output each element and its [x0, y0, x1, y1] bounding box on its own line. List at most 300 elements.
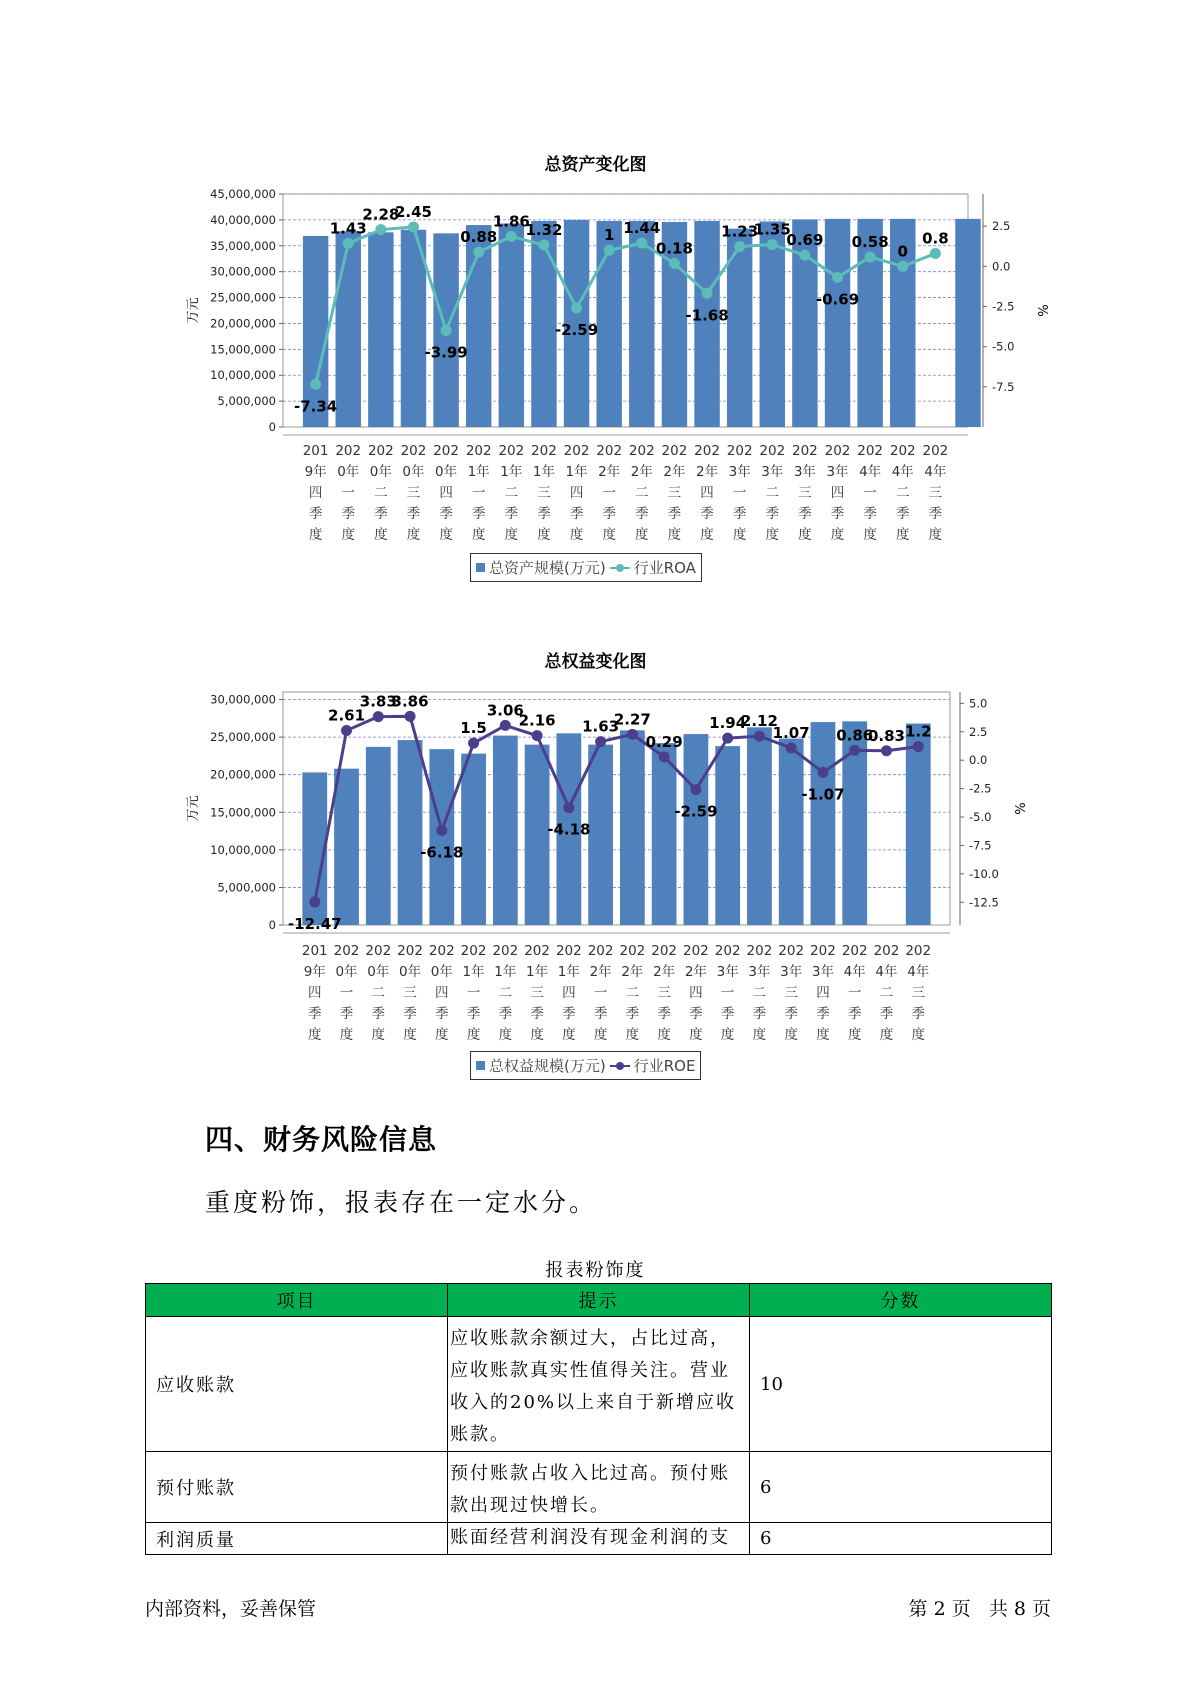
category-label: 202 — [683, 943, 709, 959]
category-label: 季 — [784, 1006, 798, 1022]
category-label: 三 — [403, 985, 417, 1001]
category-label: 季 — [667, 506, 682, 522]
category-label: 季 — [720, 1006, 735, 1022]
left-tick-label: 20,000,000 — [210, 767, 276, 782]
line-point — [754, 731, 765, 742]
category-label: 度 — [374, 527, 388, 543]
category-label: 2年 — [653, 964, 676, 980]
category-label: 季 — [439, 506, 453, 522]
category-label: 季 — [700, 506, 714, 522]
category-label: 二 — [635, 485, 649, 501]
category-label: 三 — [657, 985, 671, 1001]
bar — [334, 769, 359, 925]
category-label: 201 — [301, 943, 328, 959]
category-label: 度 — [308, 1027, 322, 1043]
right-tick-label: 2.5 — [992, 219, 1011, 234]
data-label: 1.43 — [329, 219, 367, 238]
category-label: 度 — [406, 527, 421, 543]
category-label: 度 — [403, 1027, 417, 1043]
category-label: 季 — [435, 1006, 449, 1022]
data-label: 0.69 — [786, 231, 824, 250]
left-tick-label: 15,000,000 — [210, 342, 276, 357]
category-label: 度 — [798, 527, 812, 543]
header-hint: 提示 — [448, 1284, 750, 1317]
category-label: 4年 — [891, 464, 914, 480]
data-label: 2.61 — [328, 706, 366, 725]
right-tick-label: 5.0 — [969, 696, 988, 711]
category-label: 202 — [824, 443, 851, 459]
category-label: 度 — [700, 527, 714, 543]
category-label: 季 — [308, 506, 323, 522]
category-label: 一 — [593, 985, 608, 1001]
bar — [715, 746, 740, 925]
category-label: 202 — [661, 443, 688, 459]
category-label: 1年 — [462, 964, 485, 980]
category-label: 202 — [465, 443, 492, 459]
category-label: 季 — [374, 506, 388, 522]
data-label: -4.18 — [547, 820, 591, 839]
category-label: 2年 — [589, 964, 612, 980]
right-tick-label: -2.5 — [992, 299, 1015, 314]
category-label: 度 — [537, 527, 551, 543]
category-label: 季 — [308, 1006, 322, 1022]
category-label: 二 — [896, 485, 910, 501]
legend-assets-label: 总资产规模(万元) — [489, 559, 606, 577]
table-row — [146, 1317, 1052, 1452]
category-label: 度 — [593, 1027, 608, 1043]
risk-summary: 重度粉饰，报表存在一定水分。 — [205, 1188, 598, 1217]
bar — [684, 734, 709, 925]
equity-chart-title: 总权益变化图 — [544, 652, 647, 672]
category-label: 三 — [784, 985, 798, 1001]
table-caption: 报表粉饰度 — [545, 1260, 646, 1281]
bar — [811, 722, 836, 925]
legend-roe-label: 行业ROE — [633, 1057, 696, 1075]
category-label: 一 — [602, 485, 616, 501]
category-label: 季 — [341, 506, 355, 522]
right-tick-label: 0.0 — [992, 259, 1011, 274]
right-tick-label: -5.0 — [992, 339, 1015, 354]
data-label: 2.45 — [394, 202, 432, 221]
category-label: 度 — [466, 1027, 481, 1043]
category-label: 度 — [602, 527, 616, 543]
footer-page-number: 第 2 页 共 8 页 — [908, 1598, 1051, 1620]
category-label: 3年 — [716, 964, 739, 980]
category-label: 202 — [759, 443, 786, 459]
category-label: 4年 — [859, 464, 882, 480]
category-label: 季 — [498, 1006, 513, 1022]
category-label: 202 — [857, 443, 884, 459]
left-axis-title: 万元 — [186, 795, 201, 822]
category-label: 季 — [403, 1006, 417, 1022]
line-point — [532, 730, 543, 741]
category-label: 0年 — [402, 464, 425, 480]
data-label: 1.32 — [525, 221, 563, 240]
data-label: 0.86 — [836, 726, 874, 745]
data-label: 0.88 — [460, 228, 498, 247]
category-label: 二 — [752, 985, 767, 1001]
category-label: 二 — [371, 985, 386, 1001]
line-point — [817, 767, 828, 778]
category-label: 季 — [406, 506, 421, 522]
data-label: 1.94 — [709, 714, 747, 733]
category-label: 3年 — [826, 464, 849, 480]
category-label: 0年 — [367, 964, 390, 980]
category-label: 4年 — [843, 964, 866, 980]
category-label: 四 — [830, 485, 845, 501]
category-label: 202 — [694, 443, 720, 459]
category-label: 0年 — [335, 964, 358, 980]
category-label: 四 — [562, 985, 576, 1001]
category-label: 202 — [746, 943, 773, 959]
category-label: 四 — [439, 485, 453, 501]
bar — [366, 747, 391, 925]
category-label: 4年 — [907, 964, 930, 980]
category-label: 2年 — [696, 464, 719, 480]
category-label: 1年 — [494, 964, 517, 980]
data-label: 2.27 — [613, 710, 651, 729]
assets-chart-title: 总资产变化图 — [544, 155, 647, 175]
row-score: 10 — [750, 1317, 1052, 1452]
category-label: 一 — [466, 985, 481, 1001]
category-label: 度 — [562, 1027, 576, 1043]
category-label: 度 — [341, 527, 355, 543]
left-tick-label: 20,000,000 — [210, 316, 276, 331]
right-axis-title: % — [1011, 802, 1026, 815]
bar — [906, 724, 931, 925]
data-label: 3.06 — [486, 701, 524, 720]
bar-legend-swatch — [476, 1061, 485, 1070]
category-label: 四 — [308, 985, 322, 1001]
category-label: 季 — [689, 1006, 703, 1022]
data-label: 0.18 — [655, 239, 693, 258]
data-label: 1.23 — [721, 222, 759, 241]
data-label: 3.86 — [391, 692, 429, 711]
legend-roa-label: 行业ROA — [633, 559, 696, 577]
category-label: 202 — [792, 443, 818, 459]
line-point — [341, 725, 352, 736]
category-label: 0年 — [399, 964, 422, 980]
category-label: 度 — [765, 527, 780, 543]
category-label: 度 — [471, 527, 486, 543]
left-tick-label: 25,000,000 — [210, 290, 276, 305]
category-label: 度 — [667, 527, 682, 543]
line-point — [627, 729, 638, 740]
line-point — [722, 733, 733, 744]
data-label: 1 — [603, 226, 615, 245]
data-label: 1.35 — [753, 220, 791, 239]
line-point — [659, 751, 670, 762]
right-tick-label: -7.5 — [992, 379, 1015, 394]
category-label: 1年 — [557, 964, 580, 980]
category-label: 四 — [435, 985, 449, 1001]
category-label: 3年 — [793, 464, 816, 480]
section-heading: 四、财务风险信息 — [205, 1123, 438, 1156]
category-label: 季 — [863, 506, 877, 522]
category-label: 一 — [339, 985, 354, 1001]
data-label: 2.16 — [518, 711, 556, 730]
category-label: 度 — [752, 1027, 767, 1043]
header-item: 项目 — [146, 1284, 448, 1317]
category-label: 一 — [341, 485, 355, 501]
bar — [429, 749, 454, 925]
category-label: 度 — [928, 527, 943, 543]
line-legend-swatch — [610, 1060, 630, 1072]
footer-confidential: 内部资料，妥善保管 — [145, 1598, 317, 1620]
category-label: 3年 — [780, 964, 803, 980]
row-score: 6 — [750, 1523, 1052, 1555]
line-point — [849, 745, 860, 756]
category-label: 202 — [460, 943, 487, 959]
left-tick-label: 0 — [268, 918, 276, 932]
data-label: 0 — [897, 242, 908, 261]
left-tick-label: 15,000,000 — [210, 805, 276, 820]
category-label: 202 — [873, 943, 900, 959]
category-label: 1年 — [532, 464, 555, 480]
bar — [525, 745, 550, 925]
category-label: 度 — [863, 527, 877, 543]
category-label: 度 — [435, 1027, 449, 1043]
left-tick-label: 40,000,000 — [210, 212, 276, 227]
data-label: -1.68 — [685, 306, 729, 325]
right-tick-label: 2.5 — [969, 724, 988, 739]
left-tick-label: 35,000,000 — [210, 238, 276, 253]
bar — [652, 743, 677, 925]
category-label: 2年 — [684, 964, 707, 980]
line-point — [881, 745, 892, 756]
category-label: 季 — [911, 1006, 925, 1022]
data-label: -6.18 — [420, 843, 464, 862]
data-label: 1.2 — [904, 722, 932, 741]
category-label: 度 — [625, 1027, 640, 1043]
category-label: 202 — [726, 443, 753, 459]
category-label: 度 — [784, 1027, 798, 1043]
category-label: 202 — [714, 943, 741, 959]
right-tick-label: -12.5 — [969, 895, 999, 910]
row-item: 应收账款 — [146, 1317, 448, 1452]
category-label: 季 — [830, 506, 845, 522]
category-label: 季 — [602, 506, 616, 522]
data-label: 0.58 — [851, 232, 889, 251]
category-label: 度 — [830, 527, 845, 543]
data-label: 1.5 — [460, 719, 487, 738]
category-label: 度 — [720, 1027, 735, 1043]
category-label: 202 — [335, 443, 362, 459]
category-label: 三 — [667, 485, 682, 501]
line-point — [913, 741, 924, 752]
category-label: 0年 — [369, 464, 392, 480]
category-label: 202 — [651, 943, 678, 959]
category-label: 度 — [569, 527, 584, 543]
category-label: 202 — [922, 443, 949, 459]
data-label: 3.83 — [359, 692, 397, 711]
category-label: 度 — [371, 1027, 386, 1043]
category-label: 2年 — [598, 464, 621, 480]
category-label: 3年 — [748, 964, 771, 980]
equity-chart-legend — [470, 1051, 701, 1080]
category-label: 季 — [593, 1006, 608, 1022]
bar — [620, 730, 645, 925]
category-label: 4年 — [924, 464, 947, 480]
category-label: 3年 — [761, 464, 784, 480]
left-tick-label: 0 — [268, 420, 276, 434]
data-label: -12.47 — [287, 914, 342, 933]
line-point — [595, 736, 606, 747]
category-label: 三 — [798, 485, 812, 501]
category-label: 二 — [625, 985, 640, 1001]
left-tick-label: 45,000,000 — [210, 187, 276, 201]
category-label: 一 — [732, 485, 747, 501]
line-point — [373, 711, 384, 722]
data-label: 1.86 — [492, 212, 530, 231]
line-point — [436, 825, 447, 836]
category-label: 202 — [333, 943, 360, 959]
category-label: 季 — [504, 506, 519, 522]
category-label: 0年 — [435, 464, 458, 480]
category-label: 季 — [928, 506, 943, 522]
category-label: 二 — [765, 485, 780, 501]
category-label: 季 — [537, 506, 551, 522]
row-item: 预付账款 — [146, 1452, 448, 1523]
category-label: 度 — [879, 1027, 894, 1043]
data-label: -7.34 — [293, 397, 338, 416]
category-label: 度 — [498, 1027, 513, 1043]
category-label: 202 — [841, 943, 868, 959]
category-label: 202 — [596, 443, 623, 459]
row-score: 6 — [750, 1452, 1052, 1523]
data-label: -2.59 — [674, 802, 718, 821]
data-label: 2.28 — [362, 205, 400, 224]
category-label: 202 — [563, 443, 590, 459]
category-label: 度 — [308, 527, 323, 543]
data-label: 1.63 — [582, 717, 620, 736]
category-label: 一 — [471, 485, 486, 501]
category-label: 度 — [657, 1027, 671, 1043]
left-tick-label: 30,000,000 — [210, 264, 276, 279]
category-label: 季 — [732, 506, 747, 522]
category-label: 一 — [847, 985, 862, 1001]
category-label: 二 — [504, 485, 519, 501]
row-item: 利润质量 — [146, 1523, 448, 1555]
category-label: 度 — [911, 1027, 925, 1043]
category-label: 三 — [928, 485, 943, 501]
category-label: 202 — [587, 943, 614, 959]
category-label: 202 — [365, 943, 392, 959]
bar — [461, 754, 486, 925]
right-tick-label: -7.5 — [969, 838, 992, 853]
category-label: 度 — [439, 527, 453, 543]
category-label: 202 — [397, 943, 423, 959]
category-label: 季 — [569, 506, 584, 522]
category-label: 202 — [400, 443, 427, 459]
category-label: 3年 — [811, 964, 834, 980]
data-label: -1.07 — [801, 785, 845, 804]
data-label: 0.83 — [867, 726, 905, 745]
data-label: 0.8 — [922, 229, 949, 248]
data-label: 1.07 — [772, 724, 810, 743]
category-label: 4年 — [875, 964, 898, 980]
data-label: 2.12 — [740, 712, 778, 731]
left-tick-label: 10,000,000 — [210, 368, 276, 383]
category-label: 2年 — [663, 464, 686, 480]
risk-table — [145, 1283, 1052, 1555]
line-point — [563, 802, 574, 813]
category-label: 季 — [657, 1006, 671, 1022]
category-label: 1年 — [500, 464, 523, 480]
right-tick-label: -5.0 — [969, 810, 992, 825]
left-tick-label: 30,000,000 — [210, 692, 276, 707]
category-label: 季 — [625, 1006, 640, 1022]
data-label: 0.29 — [645, 732, 683, 751]
category-label: 二 — [498, 985, 513, 1001]
category-label: 202 — [619, 943, 646, 959]
left-tick-label: 5,000,000 — [217, 880, 276, 895]
left-tick-label: 25,000,000 — [210, 730, 276, 745]
data-label: 1.44 — [623, 219, 661, 238]
category-label: 季 — [816, 1006, 830, 1022]
category-label: 度 — [339, 1027, 354, 1043]
category-label: 度 — [689, 1027, 703, 1043]
category-label: 季 — [847, 1006, 862, 1022]
category-label: 202 — [778, 943, 805, 959]
category-label: 202 — [555, 943, 582, 959]
category-label: 季 — [562, 1006, 576, 1022]
category-label: 202 — [498, 443, 525, 459]
left-tick-label: 5,000,000 — [217, 394, 276, 409]
category-label: 2年 — [621, 964, 644, 980]
category-label: 季 — [798, 506, 812, 522]
category-label: 202 — [810, 943, 836, 959]
right-tick-label: -2.5 — [969, 781, 992, 796]
category-label: 二 — [879, 985, 894, 1001]
category-label: 季 — [530, 1006, 544, 1022]
category-label: 季 — [765, 506, 780, 522]
category-label: 202 — [492, 943, 519, 959]
category-label: 1年 — [526, 964, 549, 980]
row-hint: 账面经营利润没有现金利润的支 — [448, 1523, 750, 1555]
category-label: 季 — [752, 1006, 767, 1022]
line-point — [500, 720, 511, 731]
right-tick-label: 0.0 — [969, 753, 988, 768]
category-label: 季 — [879, 1006, 894, 1022]
category-label: 度 — [732, 527, 747, 543]
category-label: 四 — [700, 485, 714, 501]
category-label: 202 — [367, 443, 394, 459]
category-label: 四 — [569, 485, 584, 501]
category-label: 度 — [816, 1027, 830, 1043]
category-label: 1年 — [467, 464, 490, 480]
line-point — [786, 743, 797, 754]
category-label: 季 — [371, 1006, 386, 1022]
bar — [747, 727, 772, 925]
category-label: 四 — [816, 985, 830, 1001]
category-label: 9年 — [304, 464, 327, 480]
right-axis-title: % — [1034, 304, 1049, 317]
table-row — [146, 1452, 1052, 1523]
category-label: 二 — [374, 485, 388, 501]
category-label: 季 — [471, 506, 486, 522]
category-label: 一 — [863, 485, 877, 501]
category-label: 三 — [406, 485, 421, 501]
row-hint: 应收账款余额过大，占比过高，应收账款真实性值得关注。营业收入的20%以上来自于新增应收账款。 — [448, 1317, 750, 1452]
header-score: 分数 — [750, 1284, 1052, 1317]
category-label: 202 — [889, 443, 916, 459]
left-axis-title: 万元 — [186, 297, 201, 324]
category-label: 1年 — [565, 464, 588, 480]
category-label: 三 — [530, 985, 544, 1001]
category-label: 201 — [302, 443, 329, 459]
category-label: 度 — [635, 527, 649, 543]
